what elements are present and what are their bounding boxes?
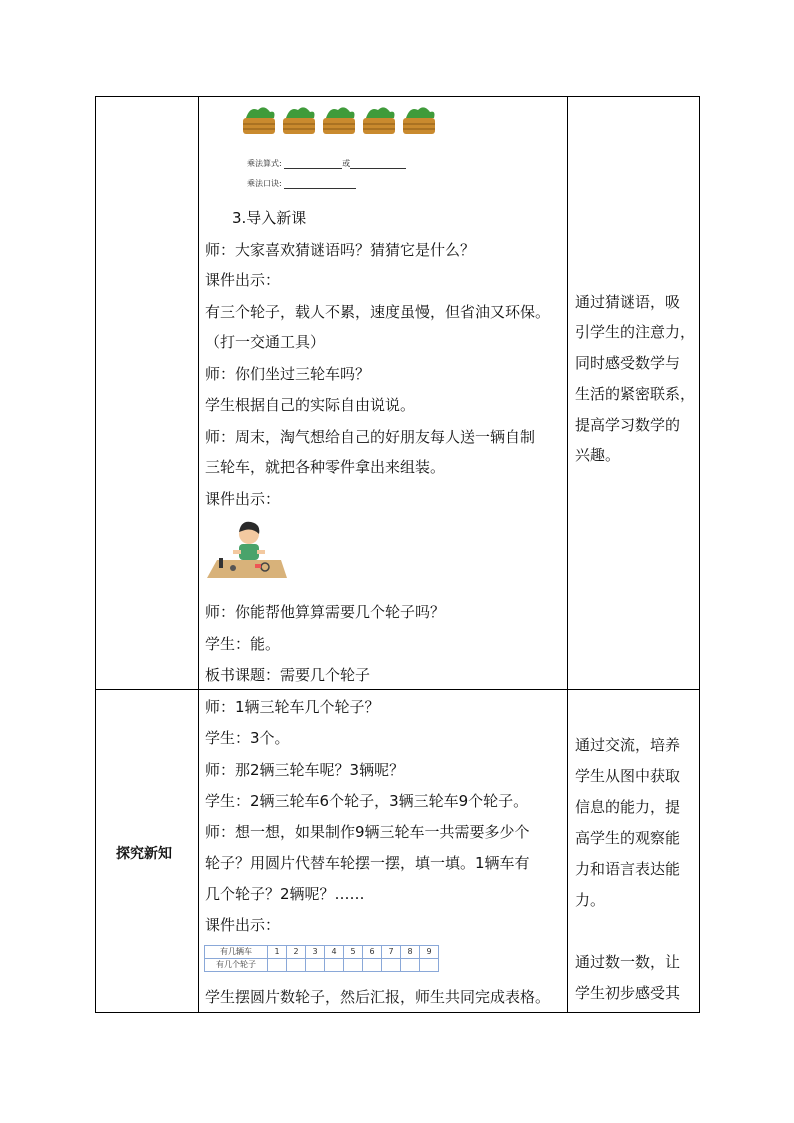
table-cell-empty	[287, 959, 306, 972]
text-line: 师：周末，淘气想给自己的好朋友每人送一辆自制	[205, 428, 536, 446]
side-note-line: 引学生的注意力，	[575, 323, 696, 341]
table-row-divider	[95, 689, 700, 690]
table-cell-empty	[363, 959, 382, 972]
vegetable-baskets-illustration	[238, 104, 438, 138]
table-border-right	[699, 96, 700, 1013]
text-line: 3.导入新课	[232, 209, 307, 227]
row-label-cars: 有几辆车	[205, 946, 268, 959]
table-cell-empty	[325, 959, 344, 972]
side-note-line: 学生从图中获取	[575, 767, 681, 785]
table-cell: 2	[287, 946, 306, 959]
table-cell: 6	[363, 946, 382, 959]
text-line: 师：1辆三轮车几个轮子？	[205, 698, 380, 716]
table-cell-empty	[306, 959, 325, 972]
mult-formula-line	[247, 159, 406, 169]
table-cell: 4	[325, 946, 344, 959]
or-label: 或	[342, 159, 351, 168]
boy-assembling-tricycle-illustration	[205, 520, 287, 582]
text-line: 轮子？用圆片代替车轮摆一摆，填一填。1辆车有	[205, 854, 530, 872]
table-border-left	[95, 96, 96, 1013]
table-col-divider-1	[198, 96, 199, 1013]
text-line: 几个轮子？2辆呢？……	[205, 885, 365, 903]
text-line: 学生：2辆三轮车6个轮子，3辆三轮车9个轮子。	[205, 792, 529, 810]
text-line: 师：想一想，如果制作9辆三轮车一共需要多少个	[205, 823, 530, 841]
side-note-line: 同时感受数学与	[575, 354, 681, 372]
formula-blank-2	[350, 160, 406, 169]
text-line: 学生：能。	[205, 635, 281, 653]
mult-rhyme-line	[247, 179, 356, 189]
table-border-top	[95, 96, 700, 97]
mult-formula-label: 乘法算式:	[247, 159, 282, 168]
text-line: 师：大家喜欢猜谜语吗？猜猜它是什么？	[205, 241, 476, 259]
side-note-line: 力。	[575, 891, 606, 909]
table-cell: 9	[420, 946, 439, 959]
table-cell-empty	[382, 959, 401, 972]
table-row	[205, 946, 439, 959]
text-line: 课件出示：	[205, 490, 281, 508]
wheel-count-table	[204, 945, 439, 972]
side-note-line: 通过猜谜语，吸	[575, 293, 681, 311]
side-note-line: 生活的紧密联系，	[575, 385, 696, 403]
side-note-line: 力和语言表达能	[575, 860, 681, 878]
table-cell: 5	[344, 946, 363, 959]
text-line: 师：你们坐过三轮车吗？	[205, 365, 371, 383]
side-note-line: 提高学习数学的	[575, 416, 681, 434]
mult-rhyme-label: 乘法口诀:	[247, 179, 282, 188]
text-line: 学生：3个。	[205, 729, 290, 747]
formula-blank-1	[284, 160, 342, 169]
table-cell-empty	[420, 959, 439, 972]
side-note-line: 高学生的观察能	[575, 829, 681, 847]
table-cell-empty	[401, 959, 420, 972]
table-cell: 7	[382, 946, 401, 959]
table-cell-empty	[344, 959, 363, 972]
text-line: 课件出示：	[205, 271, 281, 289]
text-line: 师：那2辆三轮车呢？3辆呢？	[205, 761, 405, 779]
table-cell-empty	[268, 959, 287, 972]
side-note-line: 通过数一数，让	[575, 953, 681, 971]
text-line: （打一交通工具）	[205, 333, 326, 351]
table-cell: 8	[401, 946, 420, 959]
side-note-line: 信息的能力，提	[575, 798, 681, 816]
section-label-explore: 探究新知	[116, 846, 172, 862]
table-cell: 1	[268, 946, 287, 959]
text-line: 学生摆圆片数轮子，然后汇报，师生共同完成表格。	[205, 988, 551, 1006]
side-note-line: 通过交流，培养	[575, 736, 681, 754]
text-line: 学生根据自己的实际自由说说。	[205, 396, 416, 414]
table-col-divider-2	[567, 96, 568, 1013]
text-line: 师：你能帮他算算需要几个轮子吗？	[205, 603, 446, 621]
row-label-wheels: 有几个轮子	[205, 959, 268, 972]
text-line: 课件出示：	[205, 916, 281, 934]
table-row	[205, 959, 439, 972]
side-note-line: 学生初步感受其	[575, 984, 681, 1002]
text-line: 板书课题：需要几个轮子	[205, 666, 371, 684]
table-border-bottom	[95, 1012, 700, 1013]
table-cell: 3	[306, 946, 325, 959]
text-line: 三轮车，就把各种零件拿出来组装。	[205, 458, 446, 476]
side-note-line: 兴趣。	[575, 446, 621, 464]
text-line: 有三个轮子，载人不累，速度虽慢，但省油又环保。	[205, 303, 551, 321]
rhyme-blank	[284, 180, 356, 189]
